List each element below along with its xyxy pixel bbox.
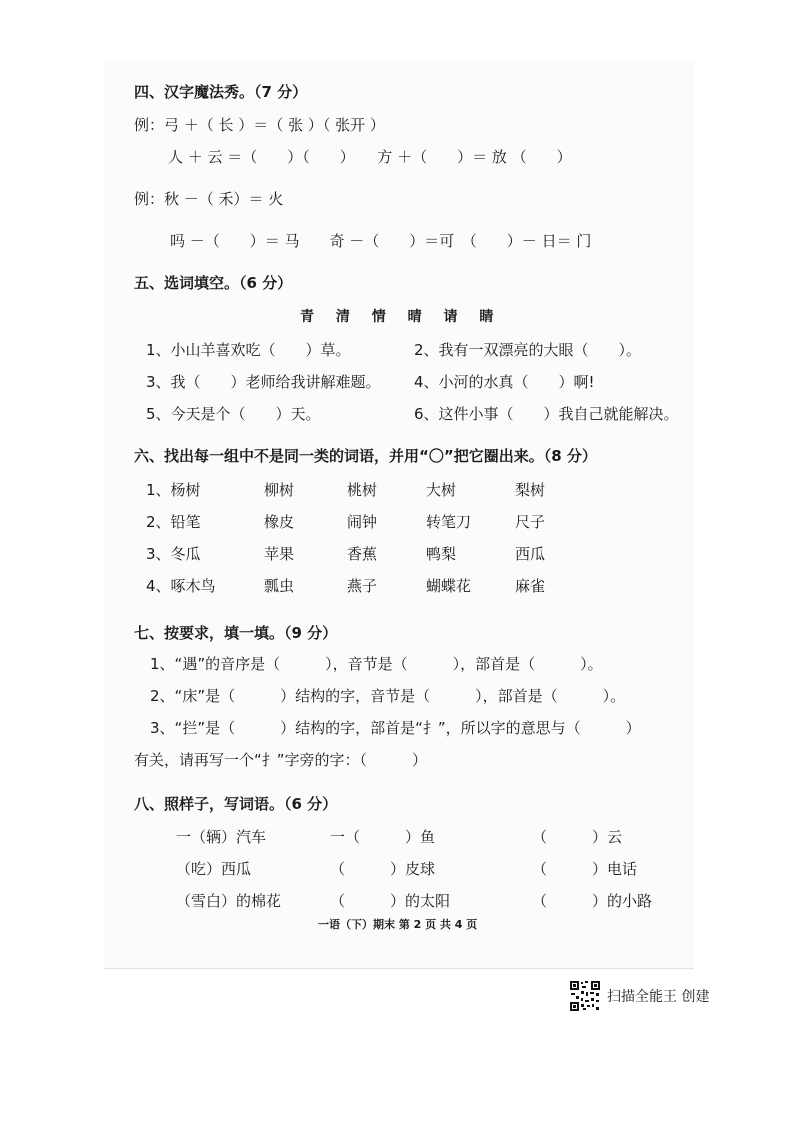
section-4-example-1: 例：弓 ＋（ 长 ）＝（ 张 ）（ 张开 ） [134,116,385,134]
section-8-word: （ ）的小路 [532,892,653,910]
section-8-word: （吃）西瓜 [176,860,252,878]
section-7-question-1: 1、“遇”的音序是（ ），音节是（ ），部首是（ ）。 [150,655,603,673]
section-6-word: 西瓜 [515,545,546,563]
section-8-word: 一（辆）汽车 [176,828,267,846]
section-6-word: 瓢虫 [264,577,295,595]
section-6-word: 鸭梨 [426,545,457,563]
section-4-question-1: 人 ＋ 云 ＝（ ）（ ） 方 ＋（ ）＝ 放 （ ） [168,148,572,166]
section-6-word: 橡皮 [264,513,295,531]
section-4-example-2: 例：秋 －（ 禾）＝ 火 [134,190,284,208]
section-6-word: 尺子 [515,513,546,531]
section-8-word: （ ）皮球 [330,860,436,878]
section-8-word: （雪白）的棉花 [176,892,282,910]
paper-edge [104,968,694,969]
qr-code-icon [569,980,601,1012]
section-7-heading: 七、按要求，填一填。（9 分） [134,624,338,642]
section-5-question-4: 4、小河的水真（ ）啊! [414,373,595,391]
section-7-question-3: 3、“拦”是（ ）结构的字，部首是“扌”，所以字的意思与（ ） [150,719,641,737]
section-6-word: 转笔刀 [426,513,472,531]
section-6-word: 燕子 [347,577,378,595]
section-6-word: 柳树 [264,481,295,499]
word-bank: 青 清 情 晴 请 睛 [300,309,495,325]
section-6-word: 2、铅笔 [146,513,201,531]
section-5-question-3: 3、我（ ）老师给我讲解难题。 [146,373,381,391]
section-6-word: 蝴蝶花 [426,577,472,595]
section-6-word: 麻雀 [515,577,546,595]
section-5-question-5: 5、今天是个（ ）天。 [146,405,321,423]
section-5-question-2: 2、我有一双漂亮的大眼（ ）。 [414,341,642,359]
section-8-heading: 八、照样子，写词语。（6 分） [134,795,338,813]
section-7-question-2: 2、“床”是（ ）结构的字，音节是（ ），部首是（ ）。 [150,687,626,705]
section-6-word: 4、啄木鸟 [146,577,216,595]
section-6-word: 苹果 [264,545,295,563]
section-8-word: 一（ ）鱼 [330,828,436,846]
section-4-question-2: 吗 －（ ）＝ 马 奇 －（ ）＝可 （ ）－ 日＝ 门 [170,232,592,250]
section-6-word: 香蕉 [347,545,378,563]
section-6-word: 桃树 [347,481,378,499]
section-6-word: 闹钟 [347,513,378,531]
page-footer: 一语（下）期末 第 2 页 共 4 页 [318,918,478,931]
section-5-question-1: 1、小山羊喜欢吃（ ）草。 [146,341,351,359]
watermark-text: 扫描全能王 创建 [607,989,710,1005]
section-6-word: 1、杨树 [146,481,201,499]
section-7-question-3-continued: 有关，请再写一个“扌”字旁的字：（ ） [134,751,428,769]
section-4-heading: 四、汉字魔法秀。（7 分） [134,83,308,101]
section-6-word: 梨树 [515,481,546,499]
section-5-question-6: 6、这件小事（ ）我自己就能解决。 [414,405,679,423]
section-6-word: 大树 [426,481,457,499]
section-8-word: （ ）电话 [532,860,638,878]
section-6-heading: 六、找出每一组中不是同一类的词语，并用“〇”把它圈出来。（8 分） [134,447,597,465]
section-8-word: （ ）的太阳 [330,892,451,910]
section-8-word: （ ）云 [532,828,623,846]
section-5-heading: 五、选词填空。（6 分） [134,274,293,292]
scanner-watermark [569,980,709,1012]
section-6-word: 3、冬瓜 [146,545,201,563]
